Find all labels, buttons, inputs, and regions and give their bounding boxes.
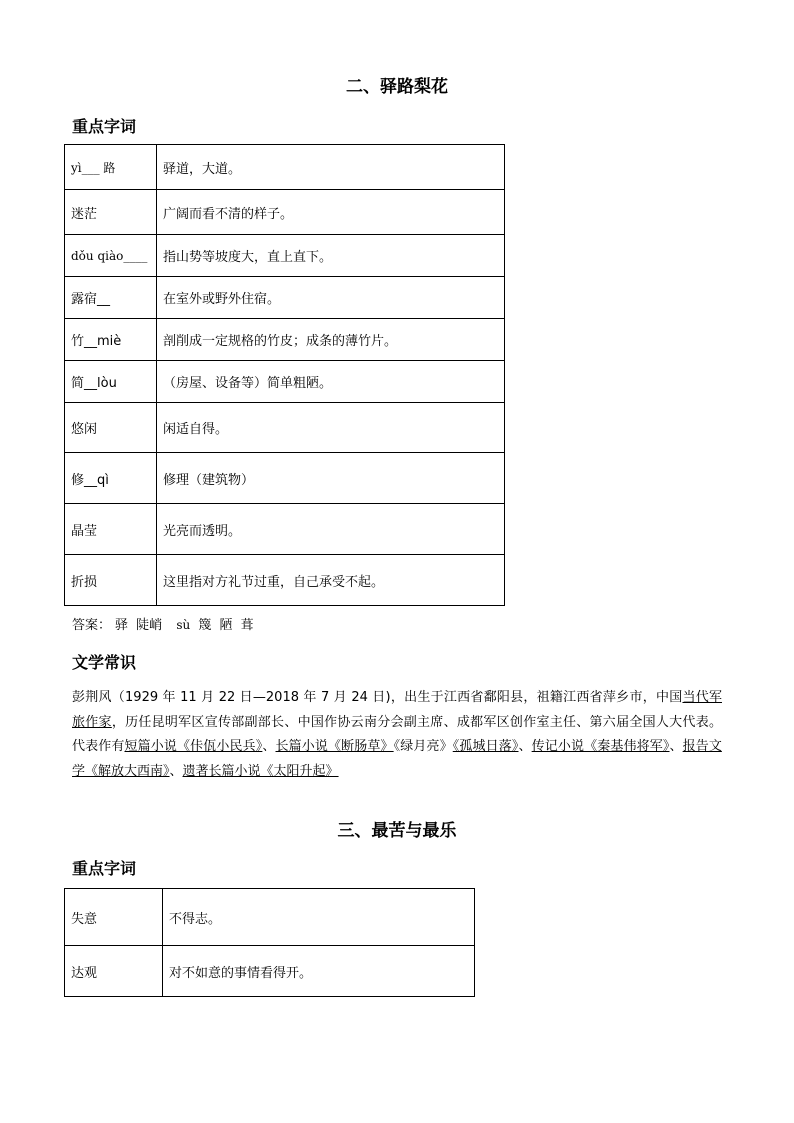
vocab-word: 露宿__ bbox=[65, 277, 157, 319]
vocab-table bbox=[64, 144, 505, 606]
vocab-heading: 重点字词 bbox=[72, 859, 137, 878]
vocab-meaning: 在室外或野外住宿。 bbox=[157, 277, 505, 319]
table-row bbox=[65, 277, 505, 319]
vocab-word: 修__qì bbox=[65, 453, 157, 504]
table-row bbox=[65, 946, 475, 997]
vocab-word: 折损 bbox=[65, 555, 157, 606]
table-row bbox=[65, 190, 505, 235]
vocab-word: 晶莹 bbox=[65, 504, 157, 555]
underlined-text: 《孤城日落》 bbox=[452, 739, 519, 754]
paragraph-text: 、 bbox=[262, 739, 276, 754]
vocab-meaning: 光亮而透明。 bbox=[157, 504, 505, 555]
answer-item: 陡峭 bbox=[136, 618, 163, 633]
underlined-text: 当代军旅作家 bbox=[72, 690, 722, 730]
table-row bbox=[65, 889, 475, 946]
vocab-meaning: 剖削成一定规格的竹皮；成条的薄竹片。 bbox=[157, 319, 505, 361]
answer-item: sù bbox=[176, 618, 191, 632]
table-row bbox=[65, 235, 505, 277]
answer-item: 陋 bbox=[219, 618, 233, 633]
vocab-meaning: （房屋、设备等）简单粗陋。 bbox=[157, 361, 505, 403]
table-row bbox=[65, 555, 505, 606]
table-row bbox=[65, 361, 505, 403]
paragraph-text: 、 bbox=[669, 739, 683, 754]
vocab-word: dǒu qiào____ bbox=[65, 235, 157, 277]
table-row bbox=[65, 453, 505, 504]
vocab-meaning: 广阔而看不清的样子。 bbox=[157, 190, 505, 235]
paragraph-text: 、 bbox=[518, 739, 532, 754]
vocab-word: 简__lòu bbox=[65, 361, 157, 403]
table-row bbox=[65, 504, 505, 555]
section-title: 三、最苦与最乐 bbox=[337, 821, 457, 841]
vocab-meaning: 对不如意的事情看得开。 bbox=[163, 946, 475, 997]
paragraph-text: 《绿月亮》 bbox=[393, 739, 453, 754]
answer-item: 篾 bbox=[198, 618, 212, 633]
vocab-word: 失意 bbox=[65, 889, 163, 946]
answer-item: 葺 bbox=[240, 618, 254, 633]
underlined-text: 传记小说《秦基伟将军》 bbox=[531, 739, 670, 754]
underlined-text: 短篇小说《佧佤小民兵》 bbox=[124, 739, 263, 754]
literature-paragraph bbox=[72, 686, 722, 784]
vocab-word: 达观 bbox=[65, 946, 163, 997]
underlined-text: 遗著长篇小说《太阳升起》 bbox=[182, 763, 339, 779]
answer-label: 答案： bbox=[72, 618, 112, 633]
table-row bbox=[65, 319, 505, 361]
vocab-word: 迷茫 bbox=[65, 190, 157, 235]
answer-line bbox=[72, 614, 258, 633]
paragraph-text: ，历任昆明军区宣传部副部长、中国作协云南分会副主席、成都军区创作室主任、第六届全国人大代表。代表作有 bbox=[72, 714, 722, 754]
vocab-meaning: 不得志。 bbox=[163, 889, 475, 946]
vocab-meaning: 这里指对方礼节过重，自己承受不起。 bbox=[157, 555, 505, 606]
vocab-word: 悠闲 bbox=[65, 403, 157, 453]
table-row bbox=[65, 403, 505, 453]
vocab-meaning: 驿道，大道。 bbox=[157, 145, 505, 190]
table-row bbox=[65, 145, 505, 190]
vocab-table bbox=[64, 888, 475, 997]
underlined-text: 长篇小说《断肠草》 bbox=[275, 739, 394, 754]
literature-heading: 文学常识 bbox=[72, 653, 137, 672]
vocab-heading: 重点字词 bbox=[72, 117, 137, 136]
vocab-meaning: 修理（建筑物） bbox=[157, 453, 505, 504]
answer-item: 驿 bbox=[115, 618, 129, 633]
paragraph-text: 、 bbox=[169, 763, 183, 779]
vocab-meaning: 指山势等坡度大，直上直下。 bbox=[157, 235, 505, 277]
paragraph-text: 彭荆风（1929 年 11 月 22 日—2018 年 7 月 24 日)，出生于江西省鄱阳县，祖籍江西省萍乡市，中国 bbox=[72, 690, 683, 705]
underlined-text: 报告文学《解放大西南》 bbox=[72, 739, 722, 779]
section-title: 二、驿路梨花 bbox=[346, 77, 448, 97]
vocab-word: 竹__miè bbox=[65, 319, 157, 361]
vocab-meaning: 闲适自得。 bbox=[157, 403, 505, 453]
vocab-word: yì___ 路 bbox=[65, 145, 157, 190]
